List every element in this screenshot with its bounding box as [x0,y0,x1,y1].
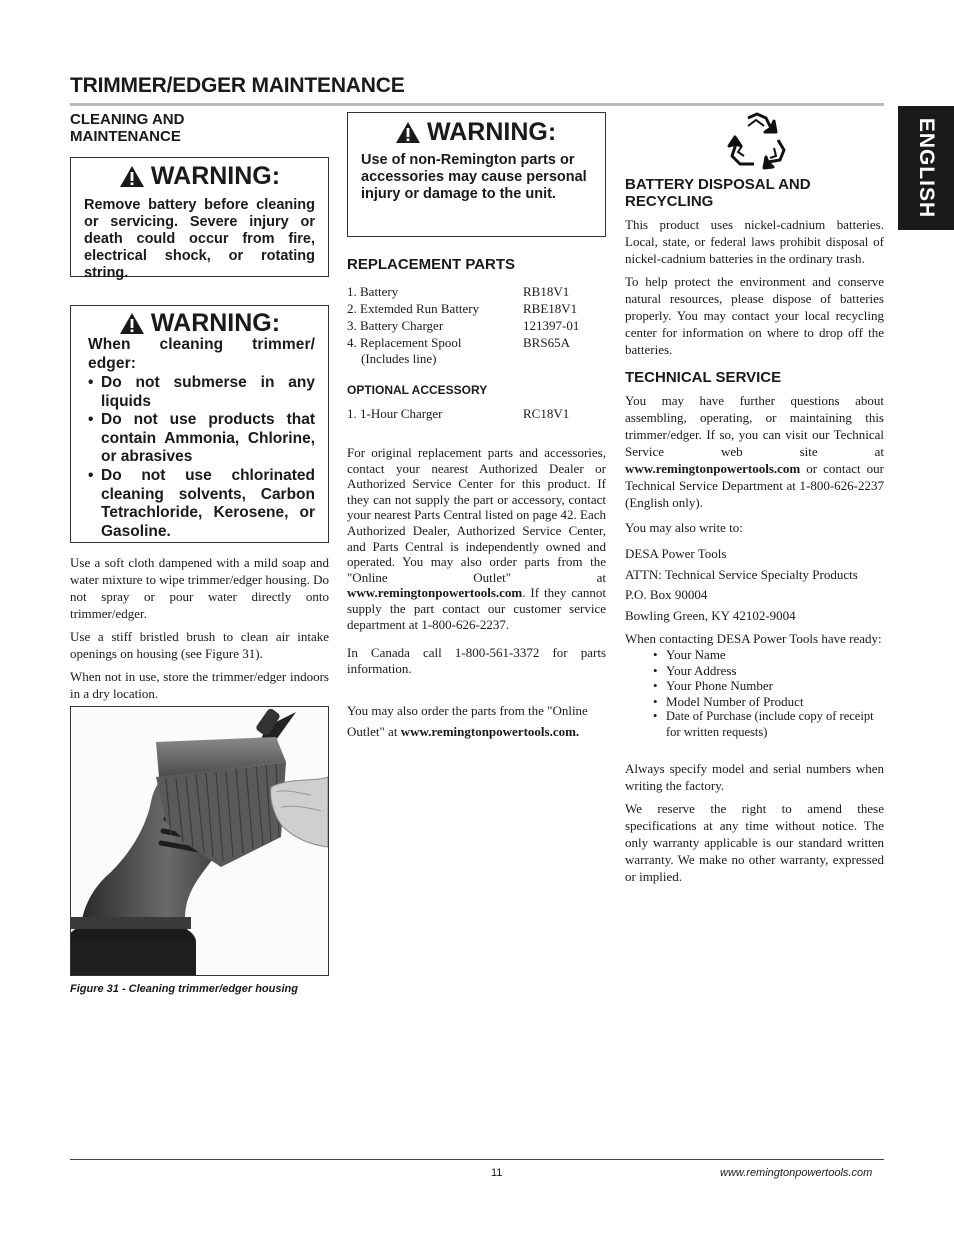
recycle-icon [726,112,788,170]
page-title: TRIMMER/EDGER MAINTENANCE [70,74,405,97]
list-item: • Model Number of Product [649,694,884,710]
warning-box-parts [347,112,606,237]
warning-text: Use of non-Remington parts or accessories may cause personal injury or damage to the unit. [361,152,587,202]
footer-website[interactable]: www.remingtonpowertools.com [720,1167,873,1179]
warning-text: Remove battery before cleaning or servicing. Severe injury or death could occur from fire, electrical shock, or rotating string. [84,197,315,281]
battery-disposal-text [625,216,884,364]
replacement-parts-heading: REPLACEMENT PARTS [347,256,516,273]
website-link[interactable]: www.remingtonpowertools.com [625,461,801,476]
warning-bullet-list [84,374,315,541]
figure-31-caption: Figure 31 - Cleaning trimmer/edger housing [70,983,298,995]
technical-service-text [625,392,884,891]
paragraph: For original replacement parts and accessories, contact your nearest Authorized Dealer or Authorized Service Center for this product. If they can not supply the part or accessory, contact your nearest Parts Central listed on page 42. Each Authorized Dealer, Authorized Service Center, and Parts Central is independently owned and operated. You may also order parts from the "Online Outlet" at www.remingtonpowertools.com. If they cannot supply the part contact our customer service department at 1-800-626-2237. [347,445,606,632]
warning-title: WARNING: [348,118,605,147]
paragraph: You may also write to: [625,520,743,535]
page-number: 11 [491,1167,503,1179]
paragraph: When contacting DESA Power Tools have ready: [625,631,882,646]
cleaning-instructions [70,554,329,708]
warning-box-cleaning [70,305,329,543]
paragraph: To help protect the environment and conserve natural resources, please dispose of batteries properly. You may contact your local recycling center for information on where to drop off the batteries. [625,274,884,357]
language-tab [898,106,954,230]
warning-triangle-icon [119,165,145,188]
footer-rule [70,1159,884,1160]
trimmer-brush-photo [71,707,328,975]
paragraph: We reserve the right to amend these specifications at any time without notice. The only warranty applicable is our standard written warranty. We make no other warranty, expressed or implied. [625,801,884,884]
mailing-address [625,544,884,626]
warning-title: WARNING: [71,162,328,191]
part-note: (Includes line) [361,351,437,366]
list-item: • Your Address [649,663,884,679]
list-item: • Your Phone Number [649,678,884,694]
list-item: • Date of Purchase (include copy of receipt for written requests) [649,709,884,740]
warning-triangle-icon [119,312,145,335]
paragraph: Use a stiff bristled brush to clean air intake openings on housing (see Figure 31). [70,629,329,661]
address-line: Bowling Green, KY 42102-9004 [625,607,796,623]
paragraph: This product uses nickel-cadnium batteries. Local, state, or federal laws prohibit disposal of nickel-cadnium batteries in the ordinary trash. [625,217,884,266]
paragraph: Use a soft cloth dampened with a mild soap and water mixture to wipe trimmer/edger housing. Do not spray or pour water directly onto trimmer/edger. [70,555,329,621]
address-line: ATTN: Technical Service Specialty Products [625,566,858,582]
paragraph: You may have further questions about assembling, operating, or maintaining this trimmer/edger. If so, you can visit our Technical Service web site at www.remingtonpowertools.com or contact our Technical Service Department at 1-800-626-2237 (English only). [625,393,884,510]
website-link[interactable]: www.remingtonpowertools.com [347,585,523,601]
website-link[interactable]: www.remingtonpowertools.com. [400,724,580,739]
warning-box-battery [70,157,329,281]
warning-title: WARNING: [71,309,328,338]
ready-info-list [649,647,884,740]
warning-bullet: • Do not submerse in any liquids [84,374,315,411]
paragraph: Always specify model and serial numbers when writing the factory. [625,761,884,793]
title-rule [70,103,884,106]
ordering-info [347,445,606,682]
technical-service-heading: TECHNICAL SERVICE [625,369,782,386]
paragraph: In Canada call 1-800-561-3372 for parts information. [347,645,606,676]
optional-accessory-heading: OPTIONAL ACCESSORY [347,383,488,397]
warning-bullet: • Do not use products that contain Ammonia, Chlorine, or abrasives [84,411,315,467]
warning-bullet: • Do not use chlorinated cleaning solvents, Carbon Tetrachloride, Kerosene, or Gasoline. [84,467,315,541]
list-item: • Your Name [649,647,884,663]
online-outlet-info: You may also order the parts from the "Online Outlet" at www.remingtonpowertools.com. [347,703,588,739]
warning-triangle-icon [395,121,421,144]
warning-intro: When cleaning trimmer/ edger: [88,336,315,372]
address-line: P.O. Box 90004 [625,587,708,602]
figure-31-photo [70,706,329,976]
battery-disposal-heading: BATTERY DISPOSAL AND RECYCLING [625,176,811,210]
language-tab-label: ENGLISH [915,117,938,219]
cleaning-heading: CLEANING AND MAINTENANCE [70,111,185,145]
paragraph: When not in use, store the trimmer/edger indoors in a dry location. [70,669,329,701]
address-line: DESA Power Tools [625,546,727,561]
